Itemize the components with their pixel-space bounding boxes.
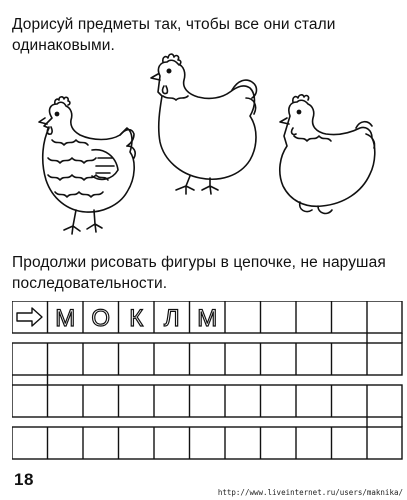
connector-row1-row2 <box>367 333 402 343</box>
grid-row-4 <box>12 427 402 459</box>
chain-letter-4: Л <box>163 305 180 332</box>
connector-row2-row3 <box>12 375 48 385</box>
chain-letter-3: К <box>129 305 144 332</box>
task-2-instruction <box>12 252 402 294</box>
chain-letter-1: М <box>55 305 76 332</box>
grid-row-2 <box>12 343 402 375</box>
chicken-outline-sitting <box>280 95 375 214</box>
task-1-line-1: Дорисуй предметы так, чтобы все они стали <box>12 16 336 33</box>
grid-row-3 <box>12 385 402 417</box>
chain-grid <box>12 301 404 461</box>
chain-letter-2: О <box>91 305 111 332</box>
chicken-outline-standing <box>151 54 257 194</box>
task-2-line-1: Продолжи рисовать фигуры в цепочке, не нарушая <box>12 254 386 271</box>
source-credit: http://www.liveinternet.ru/users/maknika/ <box>217 488 403 497</box>
task-1-line-2: одинаковыми. <box>12 37 115 54</box>
page-number: 18 <box>14 470 34 489</box>
chicken-fully-drawn <box>39 97 135 234</box>
connector-row3-row4 <box>367 417 402 427</box>
arrow-right-icon <box>17 308 42 326</box>
task-2-line-2: последовательности. <box>12 275 168 292</box>
chain-letter-5: М <box>197 305 218 332</box>
